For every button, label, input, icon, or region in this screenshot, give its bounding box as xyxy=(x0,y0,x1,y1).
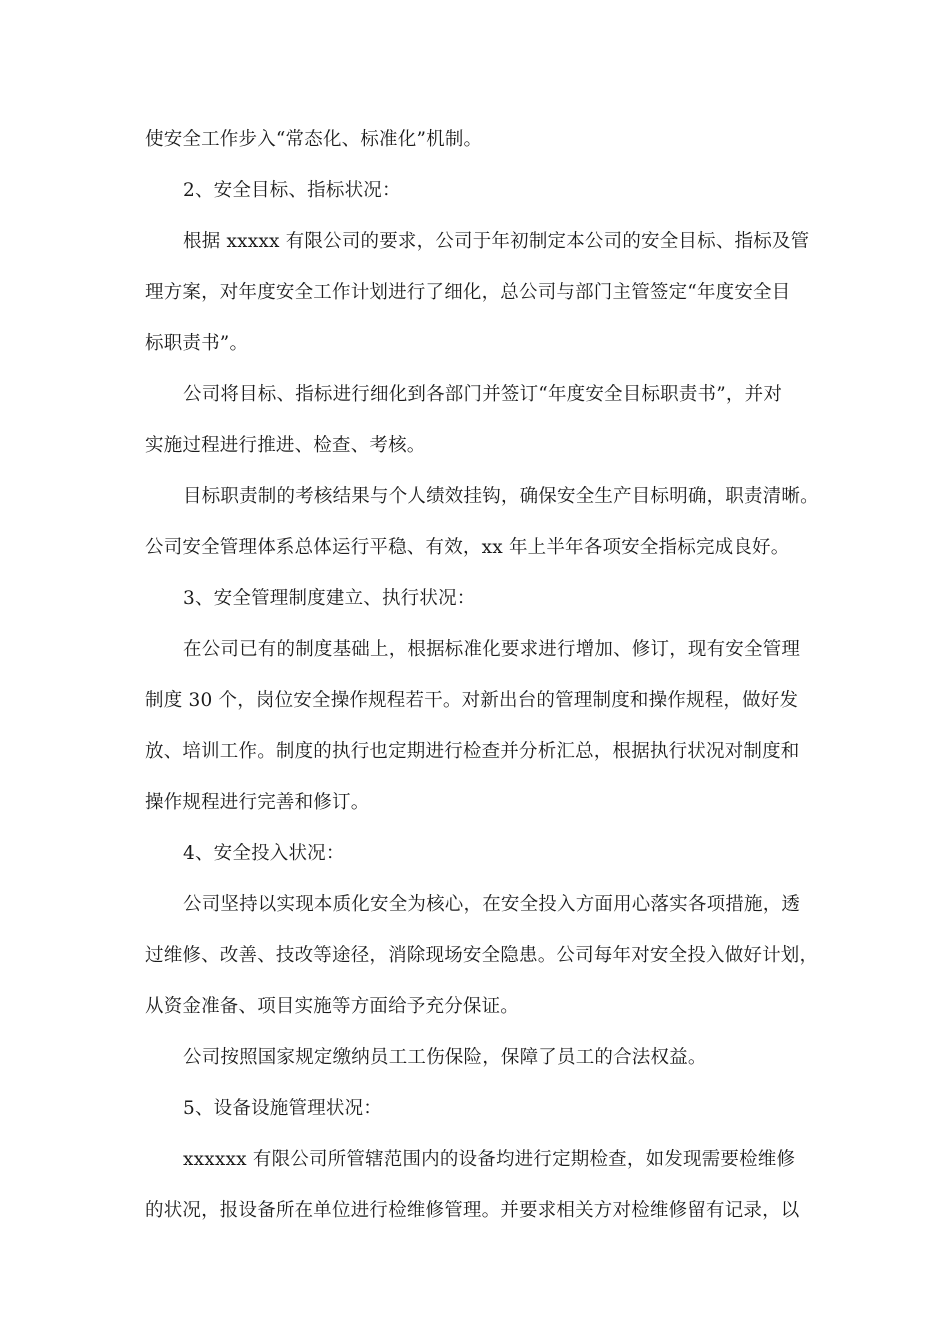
section-heading: 2、安全目标、指标状况： xyxy=(183,180,401,201)
text-line: 制度 30 个，岗位安全操作规程若干。对新出台的管理制度和操作规程，做好发 xyxy=(145,690,799,711)
text-line: 公司按照国家规定缴纳员工工伤保险，保障了员工的合法权益。 xyxy=(183,1047,707,1068)
text-line: 公司安全管理体系总体运行平稳、有效，xx 年上半年各项安全指标完成良好。 xyxy=(145,537,790,558)
text-line: 过维修、改善、技改等途径，消除现场安全隐患。公司每年对安全投入做好计划， xyxy=(145,945,819,966)
section-heading: 4、安全投入状况： xyxy=(183,843,345,864)
text-line: 从资金准备、项目实施等方面给予充分保证。 xyxy=(145,996,520,1017)
text-line: 目标职责制的考核结果与个人绩效挂钩，确保安全生产目标明确，职责清晰。 xyxy=(183,486,819,507)
text-line: 在公司已有的制度基础上，根据标准化要求进行增加、修订，现有安全管理 xyxy=(183,639,801,660)
text-line: 实施过程进行推进、检查、考核。 xyxy=(145,435,426,456)
text-line: 标职责书”。 xyxy=(145,333,249,354)
text-line: 公司将目标、指标进行细化到各部门并签订“年度安全目标职责书”，并对 xyxy=(183,384,783,405)
text-line: 根据 xxxxx 有限公司的要求，公司于年初制定本公司的安全目标、指标及管 xyxy=(183,231,810,252)
text-line: xxxxxx 有限公司所管辖范围内的设备均进行定期检查，如发现需要检维修 xyxy=(183,1149,796,1170)
text-line: 公司坚持以实现本质化安全为核心，在安全投入方面用心落实各项措施，透 xyxy=(183,894,801,915)
text-line: 理方案，对年度安全工作计划进行了细化，总公司与部门主管签定“年度安全目 xyxy=(145,282,791,303)
text-line: 操作规程进行完善和修订。 xyxy=(145,792,370,813)
section-heading: 3、安全管理制度建立、执行状况： xyxy=(183,588,476,609)
section-heading: 5、设备设施管理状况： xyxy=(183,1098,382,1119)
text-line: 使安全工作步入“常态化、标准化”机制。 xyxy=(145,129,483,150)
text-line: 的状况，报设备所在单位进行检维修管理。并要求相关方对检维修留有记录，以 xyxy=(145,1200,800,1221)
text-line: 放、培训工作。制度的执行也定期进行检查并分析汇总，根据执行状况对制度和 xyxy=(145,741,800,762)
